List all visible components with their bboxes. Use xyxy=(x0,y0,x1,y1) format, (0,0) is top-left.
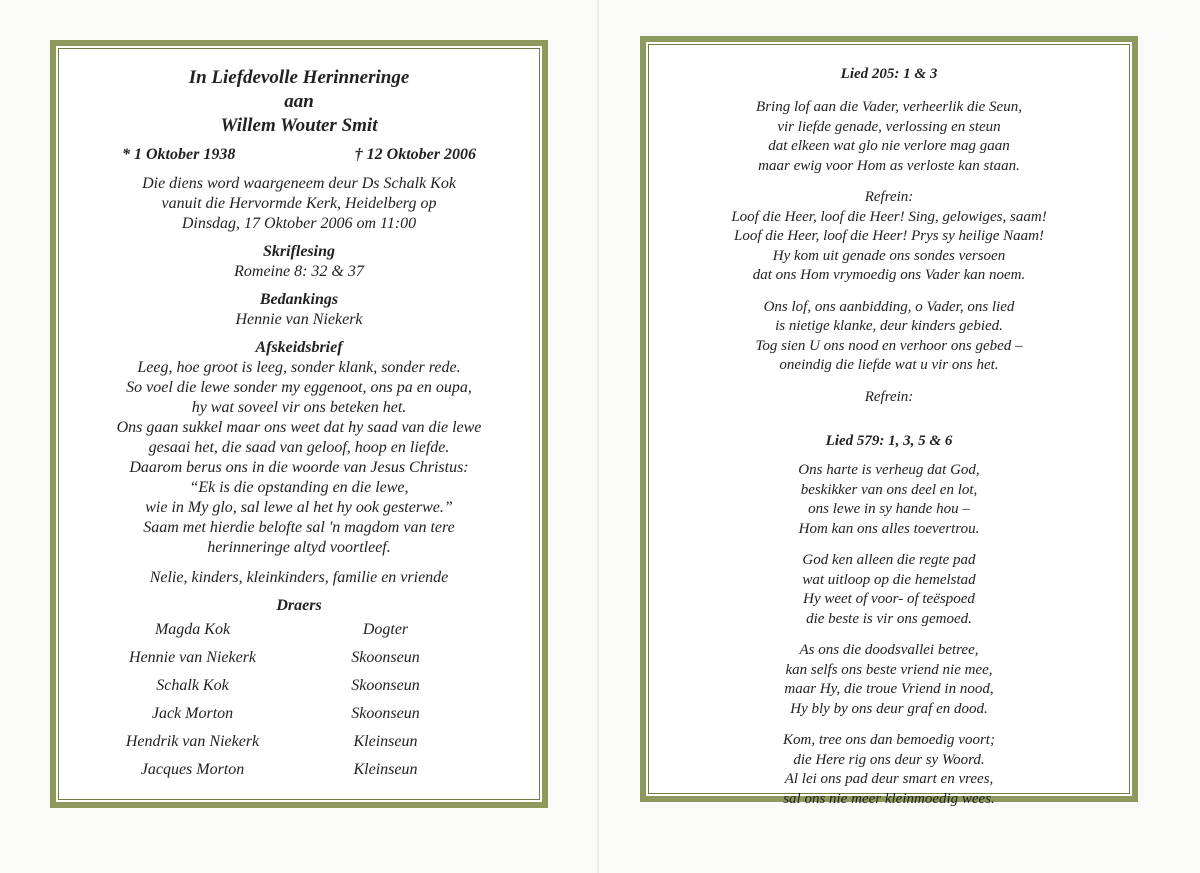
thanks-heading: Bedankings xyxy=(259,291,339,308)
verse-line: sal ons nie meer kleinmoedig wees. xyxy=(783,790,995,807)
hymn1-heading: Lied 205: 1 & 3 xyxy=(840,66,938,82)
page-fold xyxy=(597,0,599,873)
refrain-label: Refrein: xyxy=(864,388,914,405)
title-line-2: aan xyxy=(284,91,314,112)
verse-line: Tog sien U ons nood en verhoor ons gebed – xyxy=(755,337,1023,354)
hymn2-stanza xyxy=(646,461,1132,539)
verse-line: oneindig die liefde wat u vir ons het. xyxy=(779,357,999,373)
letter-line: “Ek is die opstanding en die lewe, xyxy=(189,479,409,496)
letter-line: So voel die lewe sonder my eggenoot, ons pa en oupa, xyxy=(126,379,472,396)
refrain-label: Refrein: xyxy=(864,189,914,205)
bearers-list xyxy=(96,616,482,784)
reading-text: Romeine 8: 32 & 37 xyxy=(234,263,364,280)
verse-line: Bring lof aan die Vader, verheerlik die Seun, xyxy=(756,99,1022,115)
verse-line: vir liefde genade, verlossing en steun xyxy=(777,118,1001,135)
hymn2-stanza xyxy=(646,551,1132,629)
bearer-name: Hendrik van Niekerk xyxy=(125,733,260,750)
left-page-frame xyxy=(50,40,548,808)
letter-line: Ons gaan sukkel maar ons weet dat hy saad van die lewe xyxy=(116,419,482,436)
verse-line: Ons lof, ons aanbidding, o Vader, ons lied xyxy=(763,298,1015,315)
signoff: Nelie, kinders, kleinkinders, familie en vriende xyxy=(149,569,449,586)
hymn1-stanza3 xyxy=(646,298,1132,376)
verse-line: Kom, tree ons dan bemoedig voort; xyxy=(783,732,995,748)
bearer-name: Hennie van Niekerk xyxy=(128,649,257,666)
service-line: vanuit die Hervormde Kerk, Heidelberg op xyxy=(161,195,437,212)
verse-line: Hy kom uit genade ons sondes versoen xyxy=(772,247,1006,264)
left-page-content xyxy=(56,46,542,802)
verse-line: dat ons Hom vrymoedig ons Vader kan noem. xyxy=(752,267,1026,283)
verse-line: maar Hy, die troue Vriend in nood, xyxy=(784,681,994,697)
hymn2-heading: Lied 579: 1, 3, 5 & 6 xyxy=(825,433,953,449)
refrain xyxy=(646,208,1132,286)
bearer-relation: Skoonseun xyxy=(351,649,420,666)
verse-line: is nietige klanke, deur kinders gebied. xyxy=(775,318,1003,334)
letter-line: Daarom berus ons in die woorde van Jesus Christus: xyxy=(129,459,469,476)
bearer-relation: Kleinseun xyxy=(353,761,418,778)
verse-line: maar ewig voor Hom as verloste kan staan. xyxy=(758,157,1020,174)
bearer-relation: Kleinseun xyxy=(353,733,418,750)
verse-line: kan selfs ons beste vriend nie mee, xyxy=(785,661,993,678)
verse-line: ons lewe in sy hande hou – xyxy=(808,501,970,517)
letter-line: gesaai het, die saad van geloof, hoop en liefde. xyxy=(148,439,450,456)
verse-line: dat elkeen wat glo nie verlore mag gaan xyxy=(768,138,1010,154)
letter-body xyxy=(56,358,542,558)
bearer-name: Jack Morton xyxy=(151,705,234,722)
thanks-text: Hennie van Niekerk xyxy=(235,311,363,328)
bearer-name: Jacques Morton xyxy=(140,761,245,778)
hymn2-stanza xyxy=(646,731,1132,809)
verse-line: Ons harte is verheug dat God, xyxy=(798,462,980,478)
verse-line: die Here rig ons deur sy Woord. xyxy=(793,751,985,768)
letter-line: Saam met hierdie belofte sal 'n magdom van tere xyxy=(143,519,455,536)
bearer-relation: Skoonseun xyxy=(351,705,420,722)
letter-line: Leeg, hoe groot is leeg, sonder klank, sonder rede. xyxy=(137,359,461,376)
verse-line: Loof die Heer, loof die Heer! Sing, gelowiges, saam! xyxy=(731,208,1047,225)
verse-line: Al lei ons pad deur smart en vrees, xyxy=(784,771,994,787)
bearer-relation: Dogter xyxy=(362,621,409,638)
verse-line: God ken alleen die regte pad xyxy=(802,552,976,568)
bearer-name: Schalk Kok xyxy=(156,677,229,694)
cross-icon: † xyxy=(354,146,363,163)
deceased-name: Willem Wouter Smit xyxy=(220,115,378,136)
letter-line: hy wat soveel vir ons beteken het. xyxy=(191,399,407,416)
title-line-1: In Liefdevolle Herinneringe xyxy=(188,67,410,88)
letter-line: herinneringe altyd voortleef. xyxy=(207,539,391,556)
letter-heading: Afskeidsbrief xyxy=(255,339,343,356)
service-line: Dinsdag, 17 Oktober 2006 om 11:00 xyxy=(181,215,417,232)
bearers-heading: Draers xyxy=(276,597,322,614)
death-date: † 12 Oktober 2006 xyxy=(354,146,476,163)
hymn2-stanza xyxy=(646,641,1132,719)
hymn1-stanza1 xyxy=(646,98,1132,176)
letter-line: wie in My glo, sal lewe al het hy ook gesterwe.” xyxy=(145,499,453,516)
verse-line: Hy bly by ons deur graf en dood. xyxy=(790,700,988,717)
birth-date: * 1 Oktober 1938 xyxy=(122,146,236,163)
verse-line: Loof die Heer, loof die Heer! Prys sy heilige Naam! xyxy=(734,228,1044,244)
bearer-relation: Skoonseun xyxy=(351,677,420,694)
birth-icon: * xyxy=(122,146,130,163)
dates-row xyxy=(56,146,542,164)
right-page-frame xyxy=(640,36,1138,807)
bearer-name: Magda Kok xyxy=(154,621,231,638)
verse-line: Hy weet of voor- of teëspoed xyxy=(803,591,975,607)
reading-heading: Skriflesing xyxy=(262,243,335,260)
verse-line: beskikker van ons deel en lot, xyxy=(800,481,978,498)
right-page-content xyxy=(646,42,1132,807)
verse-line: As ons die doodsvallei betree, xyxy=(799,642,979,658)
verse-line: wat uitloop op die hemelstad xyxy=(802,571,976,588)
service-line: Die diens word waargeneem deur Ds Schalk Kok xyxy=(142,175,456,192)
verse-line: Hom kan ons alles toevertrou. xyxy=(798,520,980,537)
verse-line: die beste is vir ons gemoed. xyxy=(806,610,972,627)
